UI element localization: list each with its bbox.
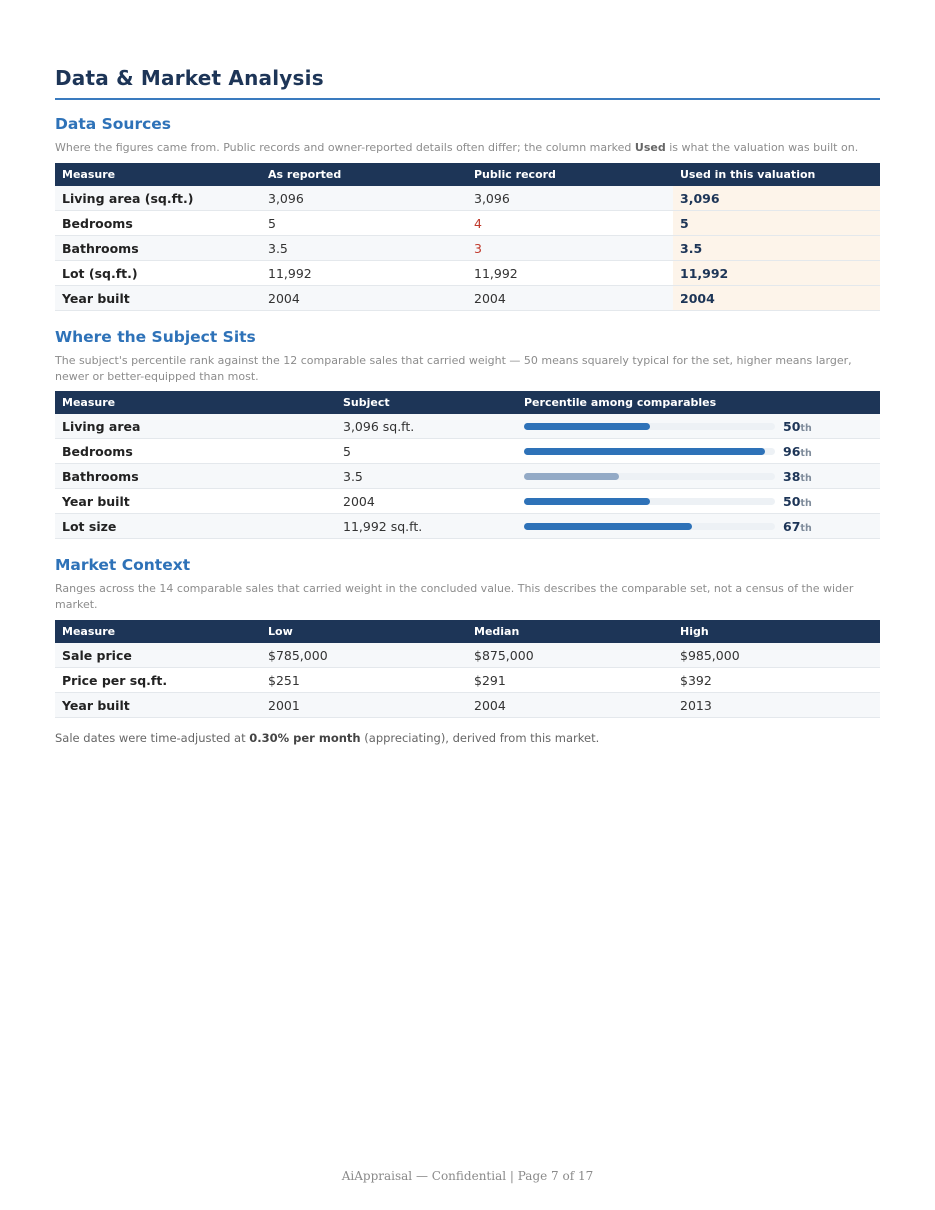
public-record-cell: 4 bbox=[467, 211, 673, 236]
median-cell: $875,000 bbox=[467, 643, 673, 668]
table-row bbox=[55, 286, 880, 311]
column-header: Used in this valuation bbox=[680, 168, 816, 181]
percentile-cell bbox=[517, 414, 880, 439]
high-cell: $392 bbox=[673, 668, 880, 693]
subject-value-cell: 3,096 sq.ft. bbox=[336, 414, 517, 439]
subject-value-cell: 11,992 sq.ft. bbox=[336, 514, 517, 539]
data-sources-note: Where the figures came from. Public records and owner-reported details often differ; the column marked Used is what the valuation was built on. bbox=[55, 141, 859, 154]
table-row bbox=[55, 668, 880, 693]
table-row bbox=[55, 261, 880, 286]
reported-cell: 3.5 bbox=[261, 236, 467, 261]
table-row bbox=[55, 489, 880, 514]
reported-cell: 5 bbox=[261, 211, 467, 236]
table-row bbox=[55, 439, 880, 464]
low-cell: 2001 bbox=[261, 693, 467, 718]
subject-value-cell: 2004 bbox=[336, 489, 517, 514]
percentile-cell bbox=[517, 514, 880, 539]
reported-cell: 2004 bbox=[261, 286, 467, 311]
column-header: Measure bbox=[62, 168, 116, 181]
percentile-cell bbox=[517, 489, 880, 514]
measure-cell: Bathrooms bbox=[55, 464, 336, 489]
reported-cell: 3,096 bbox=[261, 186, 467, 211]
measure-cell: Year built bbox=[55, 489, 336, 514]
reported-cell: 11,992 bbox=[261, 261, 467, 286]
time-adjustment-note: Sale dates were time-adjusted at 0.30% per month (appreciating), derived from this market. bbox=[55, 731, 600, 745]
measure-cell: Bathrooms bbox=[55, 236, 261, 261]
table-header-row bbox=[55, 163, 880, 186]
market-context-note: Ranges across the 14 comparable sales that carried weight in the concluded value. This describes the comparable set, not a census of the wider market. bbox=[55, 582, 854, 611]
title-divider bbox=[55, 98, 880, 100]
market-context-table bbox=[55, 620, 880, 718]
column-header: As reported bbox=[268, 168, 342, 181]
percentile-cell bbox=[517, 464, 880, 489]
table-row bbox=[55, 211, 880, 236]
percentile-bar-fill bbox=[524, 523, 692, 530]
table-row bbox=[55, 186, 880, 211]
table-row bbox=[55, 464, 880, 489]
column-header: Measure bbox=[62, 625, 116, 638]
data-sources-table bbox=[55, 163, 880, 311]
column-header: Subject bbox=[343, 396, 390, 409]
percentile-bar-track bbox=[524, 498, 775, 505]
measure-cell: Lot size bbox=[55, 514, 336, 539]
table-row bbox=[55, 643, 880, 668]
subject-position-heading: Where the Subject Sits bbox=[55, 328, 256, 346]
median-cell: 2004 bbox=[467, 693, 673, 718]
measure-cell: Sale price bbox=[55, 643, 261, 668]
percentile-value: 38th bbox=[783, 468, 812, 484]
percentile-value: 50th bbox=[783, 493, 812, 509]
subject-position-note: The subject's percentile rank against the 12 comparable sales that carried weight — 50 means squarely typical for the set, higher means larger, newer or better-equipped than most. bbox=[55, 354, 852, 383]
public-record-cell: 3,096 bbox=[467, 186, 673, 211]
column-header: Percentile among comparables bbox=[524, 396, 717, 409]
page-footer: AiAppraisal — Confidential | Page 7 of 17 bbox=[341, 1169, 594, 1183]
data-sources-heading: Data Sources bbox=[55, 115, 172, 133]
table-row bbox=[55, 693, 880, 718]
percentile-bar-track bbox=[524, 423, 775, 430]
table-row bbox=[55, 236, 880, 261]
column-header: Measure bbox=[62, 396, 116, 409]
measure-cell: Bedrooms bbox=[55, 439, 336, 464]
measure-cell: Lot (sq.ft.) bbox=[55, 261, 261, 286]
used-value-cell: 2004 bbox=[673, 286, 880, 311]
public-record-cell: 3 bbox=[467, 236, 673, 261]
used-value-cell: 3,096 bbox=[673, 186, 880, 211]
used-value-cell: 11,992 bbox=[673, 261, 880, 286]
measure-cell: Bedrooms bbox=[55, 211, 261, 236]
column-header: High bbox=[680, 625, 709, 638]
percentile-value: 50th bbox=[783, 418, 812, 434]
high-cell: 2013 bbox=[673, 693, 880, 718]
used-value-cell: 3.5 bbox=[673, 236, 880, 261]
public-record-cell: 2004 bbox=[467, 286, 673, 311]
percentile-bar-track bbox=[524, 448, 775, 455]
percentile-bar-track bbox=[524, 473, 775, 480]
percentile-bar-fill bbox=[524, 498, 650, 505]
table-header-row bbox=[55, 391, 880, 414]
column-header: Median bbox=[474, 625, 520, 638]
measure-cell: Year built bbox=[55, 286, 261, 311]
subject-value-cell: 5 bbox=[336, 439, 517, 464]
table-header-row bbox=[55, 620, 880, 643]
percentile-bar-fill bbox=[524, 423, 650, 430]
low-cell: $251 bbox=[261, 668, 467, 693]
percentile-value: 67th bbox=[783, 518, 812, 534]
percentile-value: 96th bbox=[783, 443, 812, 459]
measure-cell: Living area bbox=[55, 414, 336, 439]
percentile-table bbox=[55, 391, 880, 539]
used-value-cell: 5 bbox=[673, 211, 880, 236]
page-title: Data & Market Analysis bbox=[55, 66, 324, 90]
percentile-bar-track bbox=[524, 523, 775, 530]
column-header: Low bbox=[268, 625, 293, 638]
high-cell: $985,000 bbox=[673, 643, 880, 668]
measure-cell: Price per sq.ft. bbox=[55, 668, 261, 693]
low-cell: $785,000 bbox=[261, 643, 467, 668]
percentile-cell bbox=[517, 439, 880, 464]
market-context-heading: Market Context bbox=[55, 556, 191, 574]
subject-value-cell: 3.5 bbox=[336, 464, 517, 489]
table-row bbox=[55, 414, 880, 439]
median-cell: $291 bbox=[467, 668, 673, 693]
percentile-bar-fill bbox=[524, 473, 619, 480]
table-row bbox=[55, 514, 880, 539]
percentile-bar-fill bbox=[524, 448, 765, 455]
measure-cell: Year built bbox=[55, 693, 261, 718]
measure-cell: Living area (sq.ft.) bbox=[55, 186, 261, 211]
public-record-cell: 11,992 bbox=[467, 261, 673, 286]
column-header: Public record bbox=[474, 168, 556, 181]
